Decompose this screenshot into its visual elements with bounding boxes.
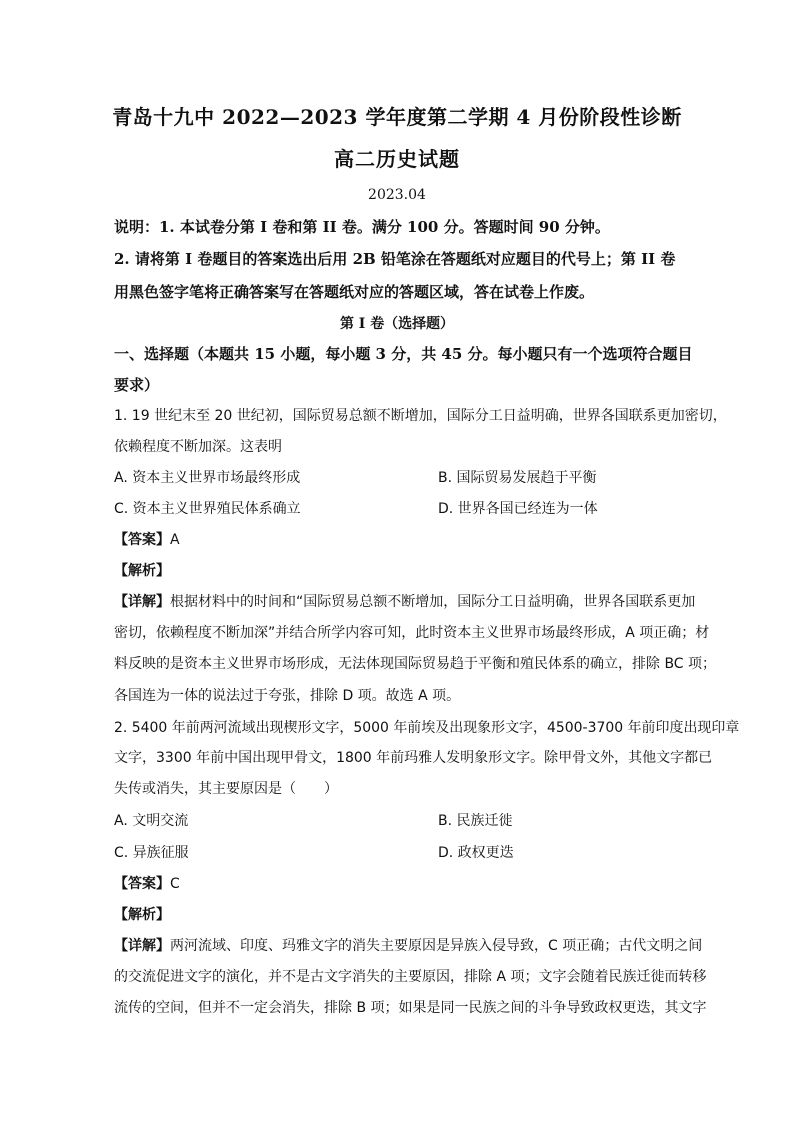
- section-intro-line-2: 要求）: [114, 376, 160, 394]
- q1-detail-line-2: 密切，依赖程度不断加深”并结合所学内容可知，此时资本主义世界市场最终形成，A 项正确；材: [114, 625, 710, 641]
- q2-analysis: [114, 904, 714, 924]
- q2-stem-line-1: 2. 5400 年前两河流域出现楔形文字，5000 年前埃及出现象形文字，4500-3700 年前印度出现印章: [114, 720, 740, 736]
- q2-detail-text-1: 两河流域、印度、玛雅文字的消失主要原因是异族入侵导致，C 项正确；古代文明之间: [170, 938, 703, 954]
- q2-option-d: D. 政权更迭: [438, 845, 514, 861]
- exam-date: 2023.04: [368, 187, 426, 203]
- q1-option-c: C. 资本主义世界殖民体系确立: [114, 501, 301, 517]
- q2-answer: [114, 873, 714, 893]
- q1-detail-text-1: 根据材料中的时间和“国际贸易总额不断增加，国际分工日益明确，世界各国联系更加: [170, 594, 696, 610]
- q2-option-a: A. 文明交流: [114, 813, 189, 829]
- q2-stem-line-3: 失传或消失，其主要原因是（ ）: [114, 781, 338, 797]
- section-intro-line-1: 一、选择题（本题共 15 小题，每小题 3 分，共 45 分。每小题只有一个选项符合题目: [114, 345, 693, 363]
- q1-answer-tag: 【答案】: [114, 532, 170, 548]
- q1-analysis-tag: 【解析】: [114, 563, 170, 579]
- q1-option-a: A. 资本主义世界市场最终形成: [114, 470, 301, 486]
- q1-answer: [114, 529, 714, 549]
- q2-analysis-tag: 【解析】: [114, 907, 170, 923]
- q2-option-b: B. 民族迁徙: [438, 813, 513, 829]
- q1-stem-line-2: 依赖程度不断加深。这表明: [114, 439, 282, 455]
- q1-detail-line-3: 料反映的是资本主义世界市场形成，无法体现国际贸易趋于平衡和殖民体系的确立，排除 BC 项；: [114, 656, 717, 672]
- q1-answer-value: A: [170, 532, 180, 548]
- q1-analysis: [114, 560, 714, 580]
- q1-detail-tag: 【详解】: [114, 594, 170, 610]
- q2-option-c: C. 异族征服: [114, 845, 189, 861]
- exam-subtitle: 高二历史试题: [334, 147, 460, 171]
- q2-detail-line-2: 的交流促进文字的演化，并不是古文字消失的主要原因，排除 A 项；文字会随着民族迁徙而转移: [114, 969, 707, 985]
- q1-option-b: B. 国际贸易发展趋于平衡: [438, 470, 597, 486]
- instruction-line-2: 2. 请将第 I 卷题目的答案选出后用 2B 铅笔涂在答题纸对应题目的代号上；第 II 卷: [114, 250, 676, 268]
- q2-stem-line-2: 文字，3300 年前中国出现甲骨文，1800 年前玛雅人发明象形文字。除甲骨文外，其他文字都已: [114, 750, 713, 766]
- exam-title: 青岛十九中 2022—2023 学年度第二学期 4 月份阶段性诊断: [112, 105, 682, 129]
- q1-stem-line-1: 1. 19 世纪末至 20 世纪初，国际贸易总额不断增加，国际分工日益明确，世界各国联系更加密切，: [114, 408, 727, 424]
- q2-detail-line-1: [114, 935, 714, 955]
- q1-detail-line-4: 各国连为一体的说法过于夸张，排除 D 项。故选 A 项。: [114, 688, 461, 704]
- q2-detail-line-3: 流传的空间，但并不一定会消失，排除 B 项；如果是同一民族之间的斗争导致政权更迭，其文字: [114, 1000, 707, 1016]
- section-title: 第 I 卷（选择题）: [339, 316, 455, 332]
- q2-answer-value: C: [170, 876, 180, 892]
- q2-answer-tag: 【答案】: [114, 876, 170, 892]
- q2-detail-tag: 【详解】: [114, 938, 170, 954]
- instruction-line-1: 说明：1. 本试卷分第 I 卷和第 II 卷。满分 100 分。答题时间 90 分钟。: [114, 218, 610, 236]
- instruction-line-3: 用黑色签字笔将正确答案写在答题纸对应的答题区域，答在试卷上作废。: [114, 283, 595, 301]
- q1-option-d: D. 世界各国已经连为一体: [438, 501, 598, 517]
- q1-detail-line-1: [114, 591, 714, 611]
